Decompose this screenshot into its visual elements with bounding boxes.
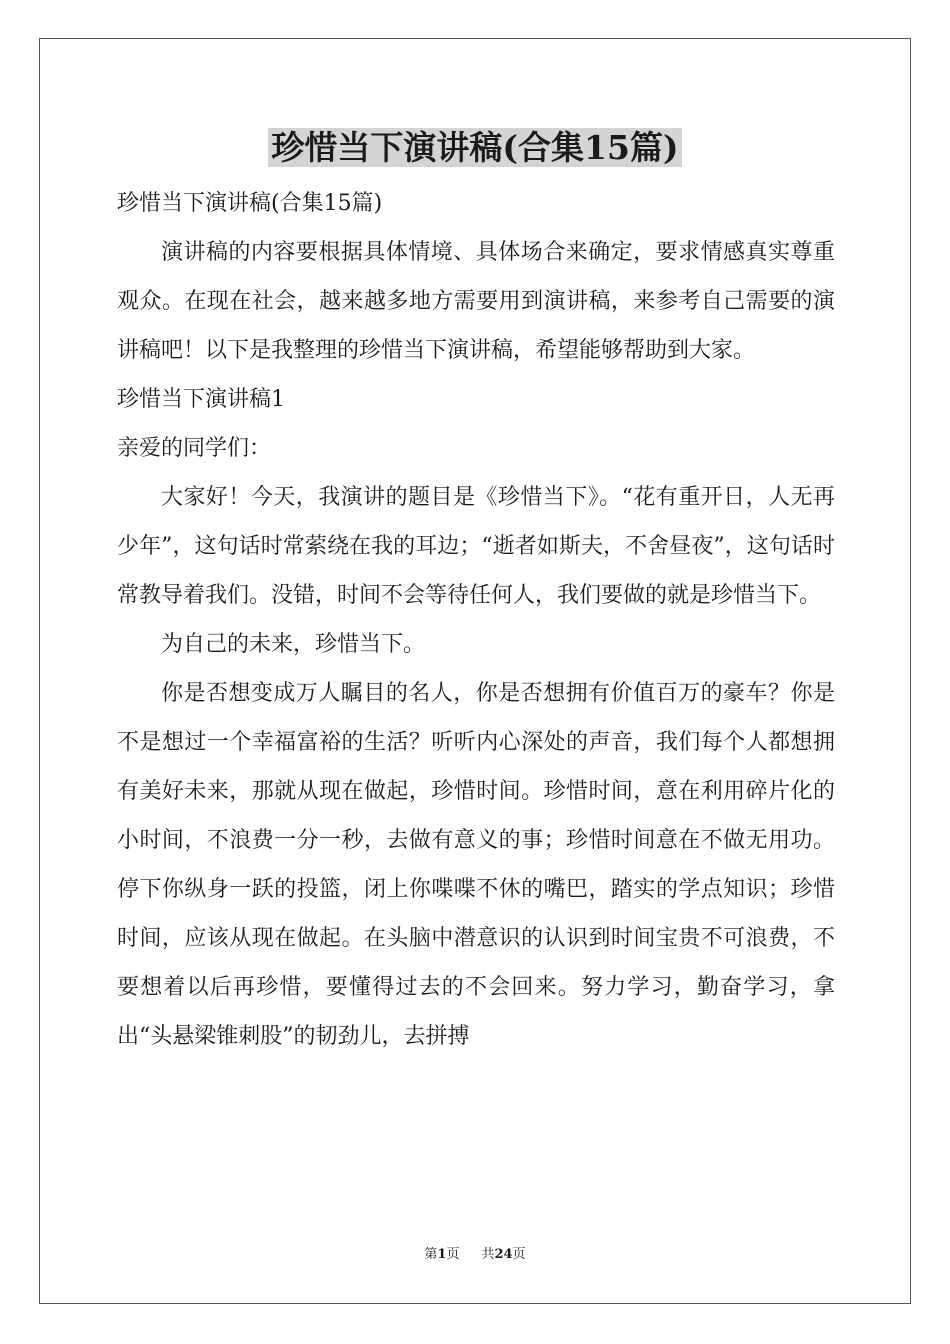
body-paragraph: 你是否想变成万人瞩目的名人，你是否想拥有价值百万的豪车？你是不是想过一个幸福富裕的生活？听听内心深处的声音，我们每个人都想拥有美好未来，那就从现在做起，珍惜时间。珍惜时间，意在利用碎片化的小时间，不浪费一分一秒，去做有意义的事；珍惜时间意在不做无用功。停下你纵身一跃的投篮，闭上你喋喋不休的嘴巴，踏实的学点知识；珍惜时间，应该从现在做起。在头脑中潜意识的认识到时间宝贵不可浪费，不要想着以后再珍惜，要懂得过去的不会回来。努力学习，勤奋学习，拿出“头悬梁锥刺股”的韧劲儿，去拼搏 xyxy=(117,681,835,1049)
footer-total-prefix: 共 xyxy=(481,1247,495,1262)
body-paragraph: 为自己的未来，珍惜当下。 xyxy=(161,632,426,657)
section-heading: 珍惜当下演讲稿1 xyxy=(117,387,285,412)
page-footer xyxy=(0,1246,950,1264)
footer-page-suffix: 页 xyxy=(446,1247,460,1262)
salutation-paragraph: 亲爱的同学们： xyxy=(117,436,272,461)
footer-page-number: 1 xyxy=(437,1247,447,1262)
document-body xyxy=(117,179,835,1061)
body-paragraph: 大家好！今天，我演讲的题目是《珍惜当下》。“花有重开日，人无再少年”，这句话时常萦绕在我的耳边；“逝者如斯夫，不舍昼夜”，这句话时常教导着我们。没错，时间不会等待任何人，我们要做的就是珍惜当下。 xyxy=(117,485,835,608)
subtitle-paragraph: 珍惜当下演讲稿(合集15篇) xyxy=(117,191,383,216)
document-title xyxy=(0,126,950,170)
footer-page-prefix: 第 xyxy=(424,1247,438,1262)
intro-paragraph: 演讲稿的内容要根据具体情境、具体场合来确定，要求情感真实尊重观众。在现在社会，越来越多地方需要用到演讲稿，来参考自己需要的演讲稿吧！以下是我整理的珍惜当下演讲稿，希望能够帮助到大家。 xyxy=(117,240,835,363)
document-title-text: 珍惜当下演讲稿(合集15篇) xyxy=(268,128,681,167)
footer-total-pages: 24 xyxy=(494,1247,513,1262)
footer-total-suffix: 页 xyxy=(512,1247,526,1262)
